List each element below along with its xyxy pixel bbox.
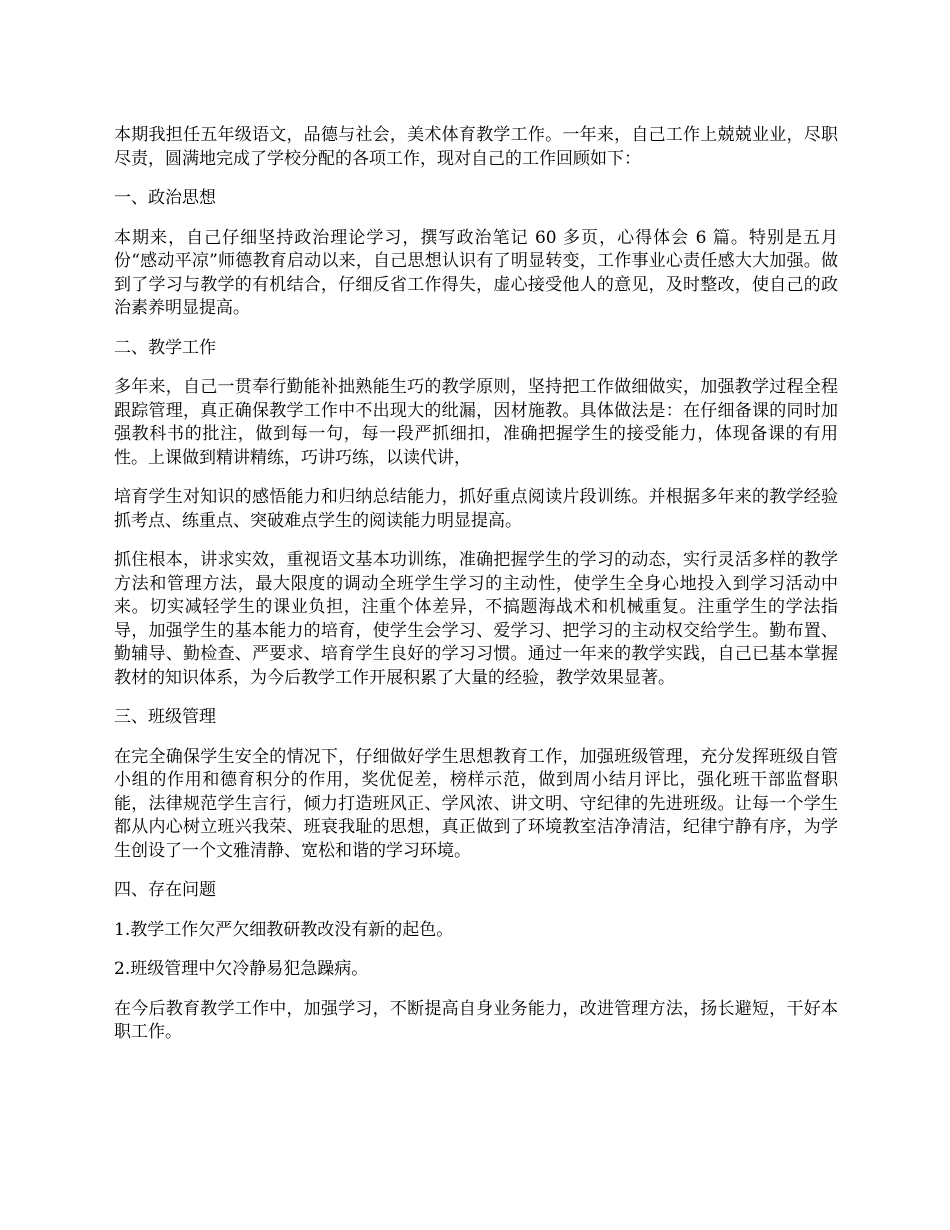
teaching-paragraph-2: 培育学生对知识的感悟能力和归纳总结能力，抓好重点阅读片段训练。并根据多年来的教学经验抓考点、练重点、突破难点学生的阅读能力明显提高。 xyxy=(114,487,838,531)
problem-item-1: 1.教学工作欠严欠细教研教改没有新的起色。 xyxy=(114,919,454,940)
intro-paragraph: 本期我担任五年级语文，品德与社会，美术体育教学工作。一年来，自己工作上兢兢业业，尽职尽责，圆满地完成了学校分配的各项工作，现对自己的工作回顾如下： xyxy=(114,125,838,169)
section-heading-class-management: 三、班级管理 xyxy=(114,707,216,727)
class-management-paragraph: 在完全确保学生安全的情况下，仔细做好学生思想教育工作，加强班级管理，充分发挥班级自管小组的作用和德育积分的作用，奖优促差，榜样示范，做到周小结月评比，强化班干部监督职能，法律规范学生言行，倾力打造班风正、学风浓、讲文明、守纪律的先进班级。让每一个学生都从内心树立班兴我荣、班衰我耻的思想，真正做到了环境教室洁净清洁，纪律宁静有序，为学生创设了一个文雅清静、宽松和谐的学习环境。 xyxy=(114,746,838,861)
teaching-paragraph-1: 多年来，自己一贯奉行勤能补拙熟能生巧的教学原则，坚持把工作做细做实，加强教学过程全程跟踪管理，真正确保教学工作中不出现大的纰漏，因材施教。具体做法是：在仔细备课的同时加强教科书的批注，做到每一句，每一段严抓细扣，准确把握学生的接受能力，体现备课的有用性。上课做到精讲精练，巧讲巧练，以读代讲， xyxy=(114,377,838,468)
politics-paragraph: 本期来，自己仔细坚持政治理论学习，撰写政治笔记 60 多页，心得体会 6 篇。特别是五月份“感动平凉”师德教育启动以来，自己思想认识有了明显转变，工作事业心责任感大大加强。做到了学习与教学的有机结合，仔细反省工作得失，虚心接受他人的意见，及时整改，使自己的政治素养明显提高。 xyxy=(114,227,838,318)
section-heading-problems: 四、存在问题 xyxy=(114,880,216,900)
document-page xyxy=(114,124,838,1061)
section-heading-politics: 一、政治思想 xyxy=(114,188,216,208)
problem-item-2: 2.班级管理中欠冷静易犯急躁病。 xyxy=(114,959,369,979)
closing-paragraph: 在今后教育教学工作中，加强学习，不断提高自身业务能力，改进管理方法，扬长避短，干好本职工作。 xyxy=(114,998,838,1042)
section-heading-teaching: 二、教学工作 xyxy=(114,337,216,358)
teaching-paragraph-3: 抓住根本，讲求实效，重视语文基本功训练，准确把握学生的学习的动态，实行灵活多样的教学方法和管理方法，最大限度的调动全班学生学习的主动性，使学生全身心地投入到学习活动中来。切实减轻学生的课业负担，注重个体差异，不搞题海战术和机械重复。注重学生的学法指导，加强学生的基本能力的培育，使学生会学习、爱学习、把学习的主动权交给学生。勤布置、勤辅导、勤检查、严要求、培育学生良好的学习习惯。通过一年来的教学实践，自己已基本掌握教材的知识体系，为今后教学工作开展积累了大量的经验，教学效果显著。 xyxy=(114,550,838,688)
